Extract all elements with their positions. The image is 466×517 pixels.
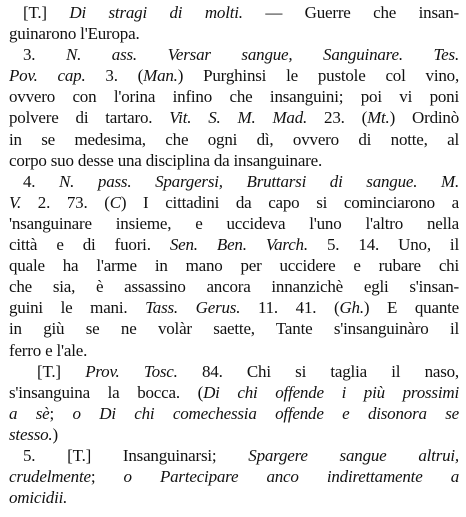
italic-text: Pov. cap. <box>9 66 86 86</box>
text: ferro e l'ale. <box>9 340 88 360</box>
text: ) Purghinsi le pustole col vino, <box>177 66 459 86</box>
text: s'insanguina la bocca. ( <box>9 382 204 402</box>
italic-text: Gh. <box>339 298 364 318</box>
text-line <box>9 44 459 65</box>
italic-text: Di chi offende i più prossimi <box>203 382 459 402</box>
text-line <box>9 255 459 276</box>
text-line <box>9 150 459 171</box>
text-line <box>9 129 459 150</box>
text-line <box>9 424 459 445</box>
text-line <box>9 234 459 255</box>
text: corpo suo desse una disciplina da insanguinare. <box>9 150 323 170</box>
text: 5. 14. Uno, il <box>307 235 459 255</box>
text-line <box>9 213 459 234</box>
text-line <box>9 318 459 339</box>
italic-text: a sè <box>9 403 50 423</box>
dictionary-entry <box>9 2 459 508</box>
text: 5. [T.] Insanguinarsi; <box>23 445 249 465</box>
italic-text: crudelmente <box>9 467 91 487</box>
italic-text: o Partecipare anco indirettamente a <box>123 467 459 487</box>
text: 84. Chi si taglia il naso, <box>177 361 459 381</box>
text: 3. ( <box>85 66 144 86</box>
text-line <box>9 466 459 487</box>
text: ovvero con l'orina infino che insanguini; poi vi poni <box>9 87 459 107</box>
italic-text: Sen. Ben. Varch. <box>169 235 308 255</box>
text: polvere di tartaro. <box>9 108 170 128</box>
text-line <box>9 487 459 508</box>
text-line <box>9 23 459 44</box>
italic-text: Prov. Tosc. <box>85 361 178 381</box>
text-line <box>9 65 459 86</box>
text: 4. <box>23 171 60 191</box>
italic-text: Di stragi di molti. <box>69 3 243 22</box>
text: ) E quante <box>363 298 459 318</box>
text-line <box>9 340 459 361</box>
text-line <box>9 361 459 382</box>
text: che sia, è assassino ancora innanzichè egli s'insan- <box>9 277 459 297</box>
italic-text: stesso. <box>9 424 53 444</box>
text-line <box>9 297 459 318</box>
text: ) Ordinò <box>389 108 459 128</box>
text: guini le mani. <box>9 298 146 318</box>
text-line <box>9 86 459 107</box>
italic-text: Spargere sangue altrui, <box>248 445 459 465</box>
italic-text: Mt. <box>367 108 390 128</box>
text-line <box>9 171 459 192</box>
italic-text: Man. <box>143 66 178 86</box>
text-line <box>9 445 459 466</box>
text-line <box>9 382 459 403</box>
text: quale ha l'arme in mano per uccidere e rubare chi <box>9 256 459 276</box>
italic-text: Tass. Gerus. <box>145 298 241 318</box>
text: [T.] <box>37 361 86 381</box>
italic-text: o Di chi comechessia offende e disonora se <box>72 403 459 423</box>
text: 2. 73. ( <box>21 192 110 212</box>
text-line <box>9 403 459 424</box>
text: in se medesima, che ogni dì, ovvero di notte, al <box>9 129 459 149</box>
text-line <box>9 107 459 128</box>
text-line <box>9 276 459 297</box>
italic-text: Vit. S. M. Mad. <box>169 108 308 128</box>
text: 'nsanguinare insieme, e uccideva l'uno l'altro nella <box>9 213 459 233</box>
text: 11. 41. ( <box>240 298 340 318</box>
italic-text: omicidii. <box>9 488 68 508</box>
italic-text: N. ass. Versar sangue, Sanguinare. Tes. <box>65 45 459 65</box>
text: — Guerre che insan- <box>242 3 459 22</box>
text: città e di fuori. <box>9 235 170 255</box>
text: 23. ( <box>307 108 368 128</box>
text: ) <box>52 424 58 444</box>
italic-text: C <box>109 192 121 212</box>
text-line <box>9 2 459 23</box>
italic-text: V. <box>9 192 22 212</box>
italic-text: N. pass. Spargersi, Bruttarsi di sangue. M. <box>59 171 459 191</box>
text: guinarono l'Europa. <box>9 24 140 44</box>
text: 3. <box>23 45 66 65</box>
text: [T.] <box>23 3 70 22</box>
text: ) I cittadini da capo si cominciarono a <box>120 192 459 212</box>
text-line <box>9 192 459 213</box>
text: in giù se ne volàr saette, Tante s'insanguinàro il <box>9 319 459 339</box>
text: ; <box>49 403 73 423</box>
text: ; <box>90 467 124 487</box>
